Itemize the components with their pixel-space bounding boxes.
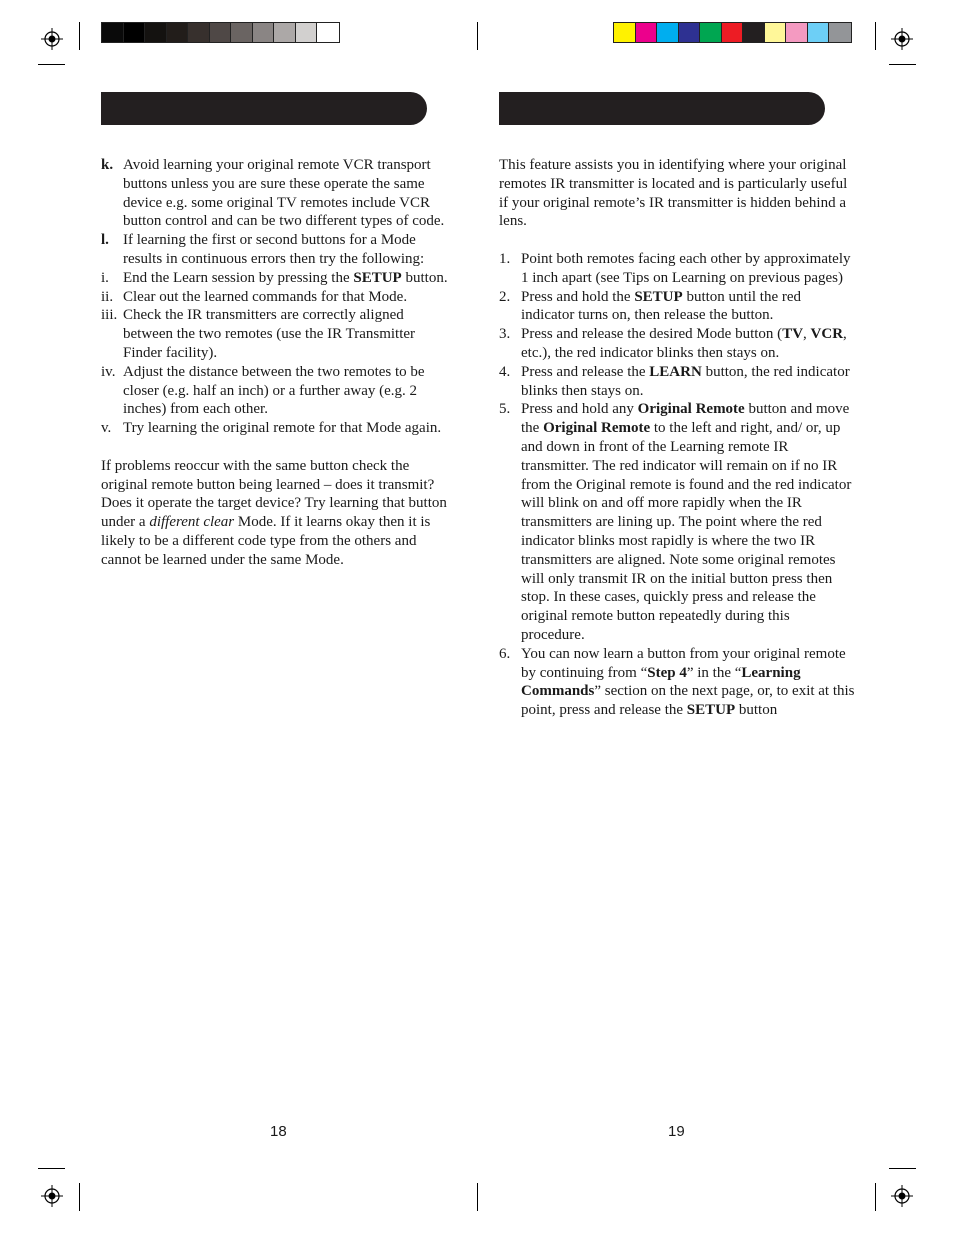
color-swatch: [102, 23, 124, 42]
item-text: If learning the first or second buttons for a Mode results in continuous errors then try the following:: [123, 232, 425, 267]
step-text: You can now learn a button from your original remote by continuing from “Step 4” in the “Learning Commands” section on the next page, or, to exit at this point, press and release the SETUP button: [521, 645, 855, 719]
crop-mark: [79, 22, 80, 50]
list-item: [101, 363, 457, 419]
step-text: Press and release the desired Mode button (TV, VCR, etc.), the red indicator blinks then stays on.: [521, 326, 847, 361]
color-swatch: [679, 23, 701, 42]
list-item: [101, 419, 457, 438]
color-swatch: [722, 23, 744, 42]
item-text: Check the IR transmitters are correctly aligned between the two remotes (use the IR Transmitter Finder facility).: [123, 307, 416, 361]
crop-mark: [889, 64, 916, 65]
registration-mark-icon: [41, 1185, 63, 1207]
crop-mark: [38, 1168, 65, 1169]
step-text: Press and hold the SETUP button until the red indicator turns on, then release the button.: [521, 288, 802, 324]
page-number-right: 19: [668, 1123, 685, 1140]
step-item: [499, 363, 855, 401]
left-header-bar: [101, 92, 427, 125]
item-text: Adjust the distance between the two remotes to be closer (e.g. half an inch) or a further away (e.g. 2 inches) from each other.: [123, 363, 425, 418]
step-number: 3.: [499, 326, 511, 343]
color-swatch: [765, 23, 787, 42]
color-swatch: [829, 23, 851, 42]
left-column: [101, 156, 457, 570]
step-item: [499, 288, 855, 326]
color-swatch: [700, 23, 722, 42]
item-label: i.: [101, 269, 109, 286]
page-number-left: 18: [270, 1123, 287, 1140]
right-column: [499, 156, 855, 720]
list-item: [101, 288, 457, 307]
crop-mark: [477, 22, 478, 50]
crop-mark: [889, 1168, 916, 1169]
color-swatch: [786, 23, 808, 42]
step-text: Point both remotes facing each other by approximately 1 inch apart (see Tips on Learning on previous pages): [521, 250, 851, 286]
item-label: iii.: [101, 307, 118, 324]
color-swatch-bar: [613, 22, 852, 43]
step-item: [499, 645, 855, 720]
item-text: Clear out the learned commands for that Mode.: [123, 288, 408, 305]
registration-mark-icon: [891, 1185, 913, 1207]
color-swatch: [188, 23, 210, 42]
color-swatch: [167, 23, 189, 42]
color-swatch: [636, 23, 658, 42]
crop-mark: [477, 1183, 478, 1211]
color-swatch: [657, 23, 679, 42]
color-swatch: [124, 23, 146, 42]
troubleshoot-paragraph: If problems reoccur with the same button check the original remote button being learned – does it transmit? Does it operate the target device? Try learning that button under a different clear Mode. If it learns okay then it is likely to be a different code type from the others and cannot be learned under the same Mode.: [101, 457, 447, 568]
step-text: Press and release the LEARN button, the red indicator blinks then stays on.: [521, 363, 850, 399]
registration-mark-icon: [891, 28, 913, 50]
step-text: Press and hold any Original Remote button and move the Original Remote to the left and right, and/ or, up and down in front of the Learning remote IR transmitter. The red indicator will remain on if no IR from the Original remote is found and the red indicator will blink on and off more rapidly when the IR transmitters are lining up. The point where the red indicator blinks most rapidly is where the two IR transmitters are aligned. Note some original remotes will only transmit IR on the initial button press then stop. In these cases, quickly press and release the original remote button repeatedly during this procedure.: [521, 401, 852, 643]
registration-mark-icon: [41, 28, 63, 50]
color-swatch: [145, 23, 167, 42]
color-swatch: [231, 23, 253, 42]
color-swatch: [808, 23, 830, 42]
item-text: End the Learn session by pressing the SETUP button.: [123, 269, 448, 286]
item-label: iv.: [101, 363, 116, 380]
step-number: 2.: [499, 288, 511, 305]
step-number: 5.: [499, 401, 511, 418]
item-label: v.: [101, 420, 112, 437]
list-item: [101, 156, 457, 231]
color-swatch: [296, 23, 318, 42]
crop-mark: [38, 64, 65, 65]
list-item: [101, 269, 457, 288]
step-item: [499, 325, 855, 363]
list-item: [101, 231, 457, 269]
color-swatch: [274, 23, 296, 42]
item-label: l.: [101, 232, 109, 249]
item-text: Avoid learning your original remote VCR transport buttons unless you are sure these operate the same device e.g. some original TV remotes include VCR button control and can be two different types of code.: [123, 157, 445, 230]
item-label: ii.: [101, 288, 114, 305]
color-swatch: [253, 23, 275, 42]
crop-mark: [875, 22, 876, 50]
step-item: [499, 400, 855, 644]
right-header-bar: [499, 92, 825, 125]
list-item: [101, 306, 457, 362]
intro-paragraph: This feature assists you in identifying where your original remotes IR transmitter is located and is particularly useful if your original remote’s IR transmitter is hidden behind a lens.: [499, 157, 848, 230]
color-swatch: [210, 23, 232, 42]
step-item: [499, 250, 855, 288]
step-number: 6.: [499, 645, 511, 662]
crop-mark: [875, 1183, 876, 1211]
step-number: 1.: [499, 250, 511, 267]
grayscale-swatch-bar: [101, 22, 340, 43]
crop-mark: [79, 1183, 80, 1211]
item-text: Try learning the original remote for that Mode again.: [123, 420, 442, 437]
color-swatch: [743, 23, 765, 42]
color-swatch: [614, 23, 636, 42]
color-swatch: [317, 23, 339, 42]
item-label: k.: [101, 157, 114, 173]
step-number: 4.: [499, 363, 511, 380]
